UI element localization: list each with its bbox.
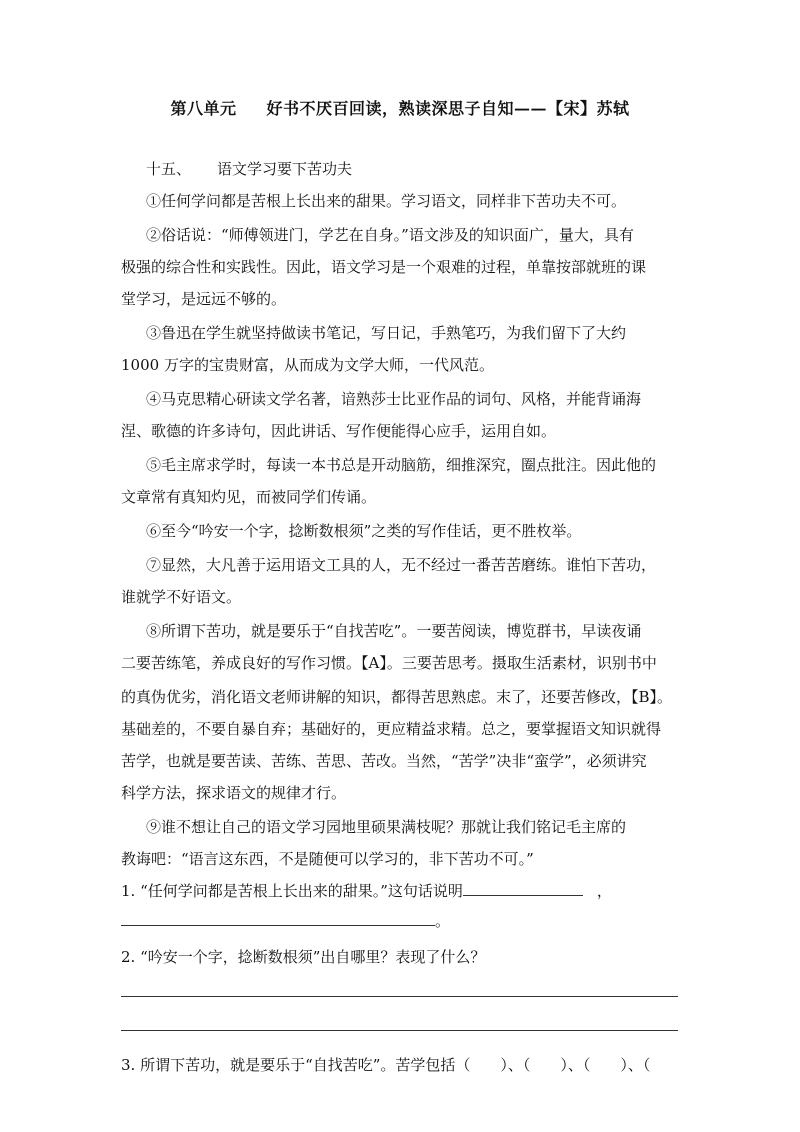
section-heading xyxy=(146,158,352,179)
answer-blank-1b[interactable] xyxy=(121,911,435,926)
question-1-comma: ， xyxy=(596,882,612,900)
passage-line: ⑥至今“吟安一个字，捻断数根须”之类的写作佳话，更不胜枚举。 xyxy=(146,522,582,540)
passage-line: ①任何学问都是苦根上长出来的甜果。学习语文，同样非下苦功夫不可。 xyxy=(146,192,627,210)
passage-line: ③鲁迅在学生就坚持做读书笔记，写日记，手熟笔巧，为我们留下了大约 xyxy=(146,324,627,342)
question-3: 3. 所谓下苦功，就是要乐于“自找苦吃”。苦学包括（ ）、（ ）、（ ）、（ xyxy=(121,1056,651,1074)
passage-line: ⑧所谓下苦功，就是要乐于“自找苦吃”。一要苦阅读，博览群书，早读夜诵 xyxy=(146,622,642,640)
passage-line: 极强的综合性和实践性。因此，语文学习是一个艰难的过程，单靠按部就班的课 xyxy=(121,258,647,276)
passage-line: 基础差的，不要自暴自弃；基础好的，更应精益求精。总之，要掌握语文知识就得 xyxy=(121,720,662,738)
passage-line: 科学方法，探求语文的规律才行。 xyxy=(121,784,347,802)
section-number: 十五、 xyxy=(146,160,192,178)
passage-line: ⑦显然，大凡善于运用语文工具的人，无不经过一番苦苦磨练。谁怕下苦功， xyxy=(146,556,657,574)
answer-line-2b[interactable] xyxy=(121,1030,678,1031)
passage-line: ②俗话说：“师傅领进门，学艺在自身。”语文涉及的知识面广，量大，具有 xyxy=(146,226,634,244)
passage-line: 的真伪优劣，消化语文老师讲解的知识，都得苦思熟虑。末了，还要苦修改，【B】。 xyxy=(121,688,673,706)
unit-title xyxy=(0,96,800,119)
unit-label: 第八单元 xyxy=(170,99,237,118)
question-2: 2. “吟安一个字，捻断数根须”出自哪里？表现了什么？ xyxy=(121,948,486,966)
passage-line: 1000 万字的宝贵财富，从而成为文学大师，一代风范。 xyxy=(121,356,494,374)
passage-line: 谁就学不好语文。 xyxy=(121,588,242,606)
passage-line: 堂学习，是远远不够的。 xyxy=(121,290,287,308)
question-1-continued xyxy=(121,910,450,931)
unit-quote: 好书不厌百回读，熟读深思子自知——【宋】苏轼 xyxy=(266,99,630,118)
question-1-end: 。 xyxy=(435,912,451,930)
passage-line: 文章常有真知灼见，而被同学们传诵。 xyxy=(121,488,377,506)
answer-line-2a[interactable] xyxy=(121,996,678,997)
answer-blank-1a[interactable] xyxy=(463,881,583,896)
passage-line: 涅、歌德的许多诗句，因此讲话、写作便能得心应手，运用自如。 xyxy=(121,422,557,440)
passage-line: 教诲吧：“语言这东西，不是随便可以学习的，非下苦功不可。” xyxy=(121,850,534,868)
question-1 xyxy=(121,880,612,901)
section-title: 语文学习要下苦功夫 xyxy=(217,160,353,178)
passage-line: 二要苦练笔，养成良好的写作习惯。【A】。三要苦思考。摄取生活素材，识别书中 xyxy=(121,654,657,672)
passage-line: ⑨谁不想让自己的语文学习园地里硕果满枝呢？那就让我们铭记毛主席的 xyxy=(146,818,627,836)
passage-line: ⑤毛主席求学时，每读一本书总是开动脑筋，细推深究，圈点批注。因此他的 xyxy=(146,456,657,474)
question-1-text: 1. “任何学问都是苦根上长出来的甜果。”这句话说明 xyxy=(121,882,463,900)
passage-line: ④马克思精心研读文学名著，谙熟莎士比亚作品的词句、风格，并能背诵海 xyxy=(146,390,642,408)
passage-line: 苦学，也就是要苦读、苦练、苦思、苦改。当然，“苦学”决非“蛮学”，必须讲究 xyxy=(121,752,647,770)
